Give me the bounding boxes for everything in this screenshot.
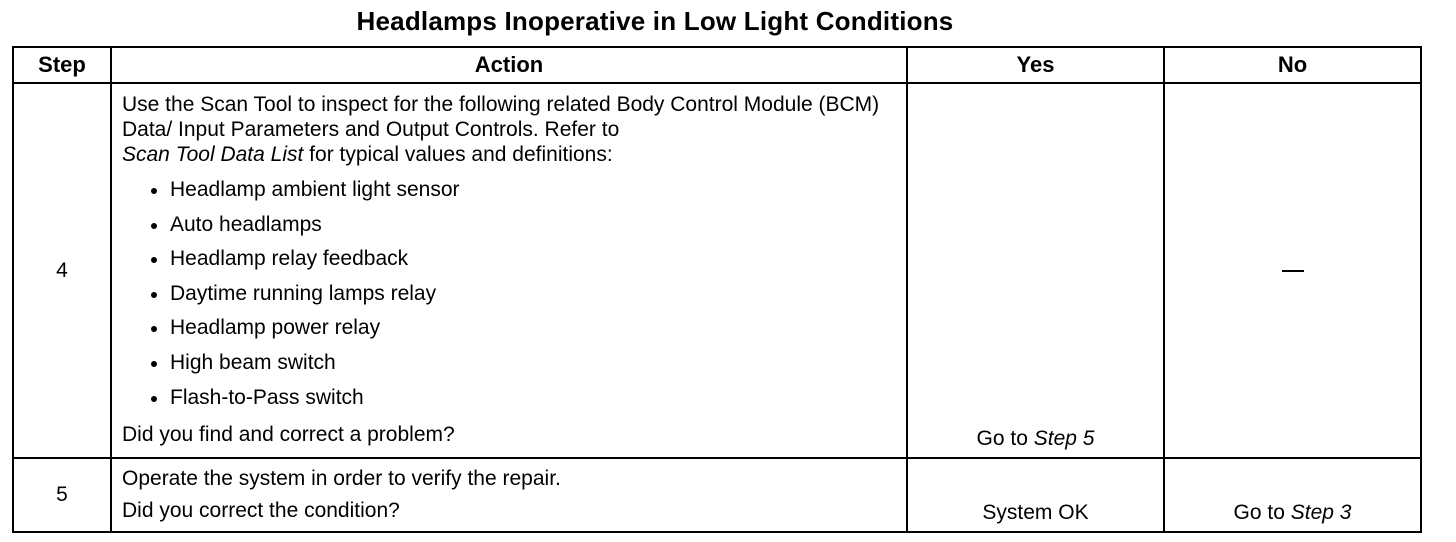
list-item: Headlamp relay feedback bbox=[122, 242, 896, 277]
action-cell bbox=[111, 83, 907, 458]
step-reference: Step 3 bbox=[1290, 501, 1352, 525]
data-list-reference: Scan Tool Data List bbox=[122, 143, 304, 166]
step-reference: Step 5 bbox=[1033, 427, 1095, 451]
table-row-step-4 bbox=[13, 83, 1421, 458]
yes-cell bbox=[907, 458, 1164, 532]
step-number: 4 bbox=[13, 83, 111, 458]
header-action: Action bbox=[111, 47, 907, 83]
no-cell bbox=[1164, 83, 1421, 458]
action-line: Operate the system in order to verify the repair. bbox=[122, 467, 561, 491]
header-no: No bbox=[1164, 47, 1421, 83]
action-cell bbox=[111, 458, 907, 532]
list-item: Headlamp power relay bbox=[122, 311, 896, 346]
yes-prefix: Go to bbox=[976, 427, 1034, 451]
action-intro-suffix: for typical values and definitions: bbox=[303, 143, 613, 166]
table-row-step-5 bbox=[13, 458, 1421, 532]
step-number: 5 bbox=[13, 458, 111, 532]
yes-cell bbox=[907, 83, 1164, 458]
action-question: Did you find and correct a problem? bbox=[122, 423, 455, 447]
action-question: Did you correct the condition? bbox=[122, 499, 400, 523]
action-intro-text: Use the Scan Tool to inspect for the following related Body Control Module (BCM) Data/ Input Parameters and Output Controls. Refer to bbox=[122, 93, 880, 141]
no-prefix: Go to bbox=[1233, 501, 1291, 525]
list-item: Daytime running lamps relay bbox=[122, 277, 896, 312]
action-intro bbox=[122, 92, 896, 167]
parameter-list bbox=[122, 173, 896, 415]
header-yes: Yes bbox=[907, 47, 1164, 83]
list-item: High beam switch bbox=[122, 346, 896, 381]
yes-result: System OK bbox=[982, 501, 1089, 525]
diagnostic-table bbox=[12, 46, 1422, 533]
header-step: Step bbox=[13, 47, 111, 83]
page-title: Headlamps Inoperative in Low Light Conditions bbox=[356, 6, 954, 36]
list-item: Auto headlamps bbox=[122, 208, 896, 243]
list-item: Flash-to-Pass switch bbox=[122, 381, 896, 416]
no-dash bbox=[1282, 270, 1304, 272]
list-item: Headlamp ambient light sensor bbox=[122, 173, 896, 208]
table-header-row bbox=[13, 47, 1421, 83]
no-cell bbox=[1164, 458, 1421, 532]
